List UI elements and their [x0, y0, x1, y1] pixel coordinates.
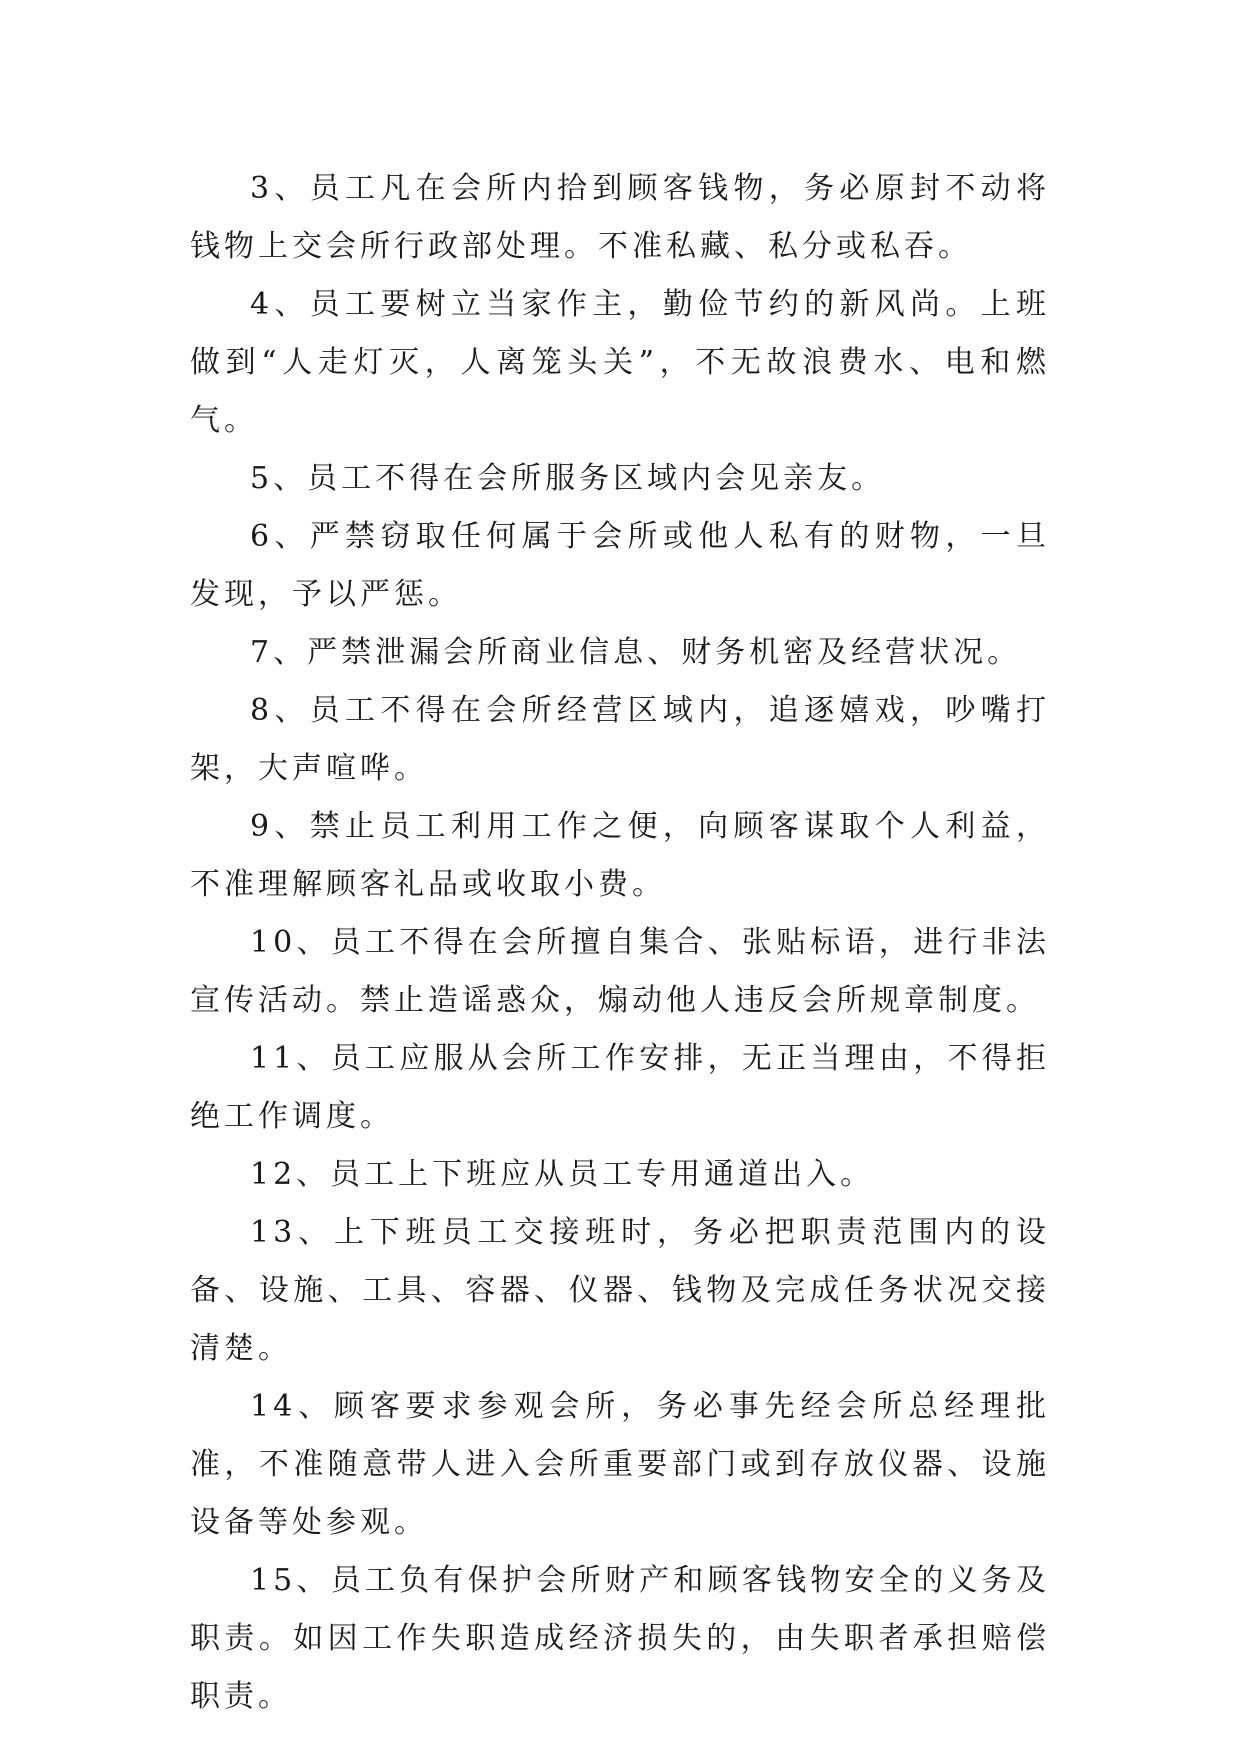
rule-paragraph-7: 7、严禁泄漏会所商业信息、财务机密及经营状况。	[250, 635, 1022, 670]
rule-paragraph-3: 3、员工凡在会所内拾到顾客钱物，务必原封不动将钱物上交会所行政部处理。不准私藏、私分或私吞。	[190, 171, 1050, 264]
rule-paragraph-14: 14、顾客要求参观会所，务必事先经会所总经理批准，不准随意带人进入会所重要部门或到存放仪器、设施设备等处参观。	[190, 1389, 1050, 1540]
document-body	[190, 160, 1050, 1726]
rule-paragraph-4: 4、员工要树立当家作主，勤俭节约的新风尚。上班做到“人走灯灭，人离笼头关”，不无故浪费水、电和燃气。	[190, 287, 1050, 438]
rule-paragraph-11: 11、员工应服从会所工作安排，无正当理由，不得拒绝工作调度。	[190, 1041, 1050, 1134]
rule-paragraph-12: 12、员工上下班应从员工专用通道出入。	[250, 1157, 875, 1192]
rule-paragraph-15: 15、员工负有保护会所财产和顾客钱物安全的义务及职责。如因工作失职造成经济损失的，由失职者承担赔偿职责。	[190, 1563, 1050, 1714]
rule-paragraph-10: 10、员工不得在会所擅自集合、张贴标语，进行非法宣传活动。禁止造谣惑众，煽动他人违反会所规章制度。	[190, 925, 1050, 1018]
rule-paragraph-8: 8、员工不得在会所经营区域内，追逐嬉戏，吵嘴打架，大声喧哗。	[190, 693, 1050, 786]
rule-paragraph-5: 5、员工不得在会所服务区域内会见亲友。	[250, 461, 886, 496]
rule-paragraph-9: 9、禁止员工利用工作之便，向顾客谋取个人利益，不准理解顾客礼品或收取小费。	[190, 809, 1050, 902]
rule-paragraph-6: 6、严禁窃取任何属于会所或他人私有的财物，一旦发现，予以严惩。	[190, 519, 1050, 612]
rule-paragraph-13: 13、上下班员工交接班时，务必把职责范围内的设备、设施、工具、容器、仪器、钱物及完成任务状况交接清楚。	[190, 1215, 1050, 1366]
